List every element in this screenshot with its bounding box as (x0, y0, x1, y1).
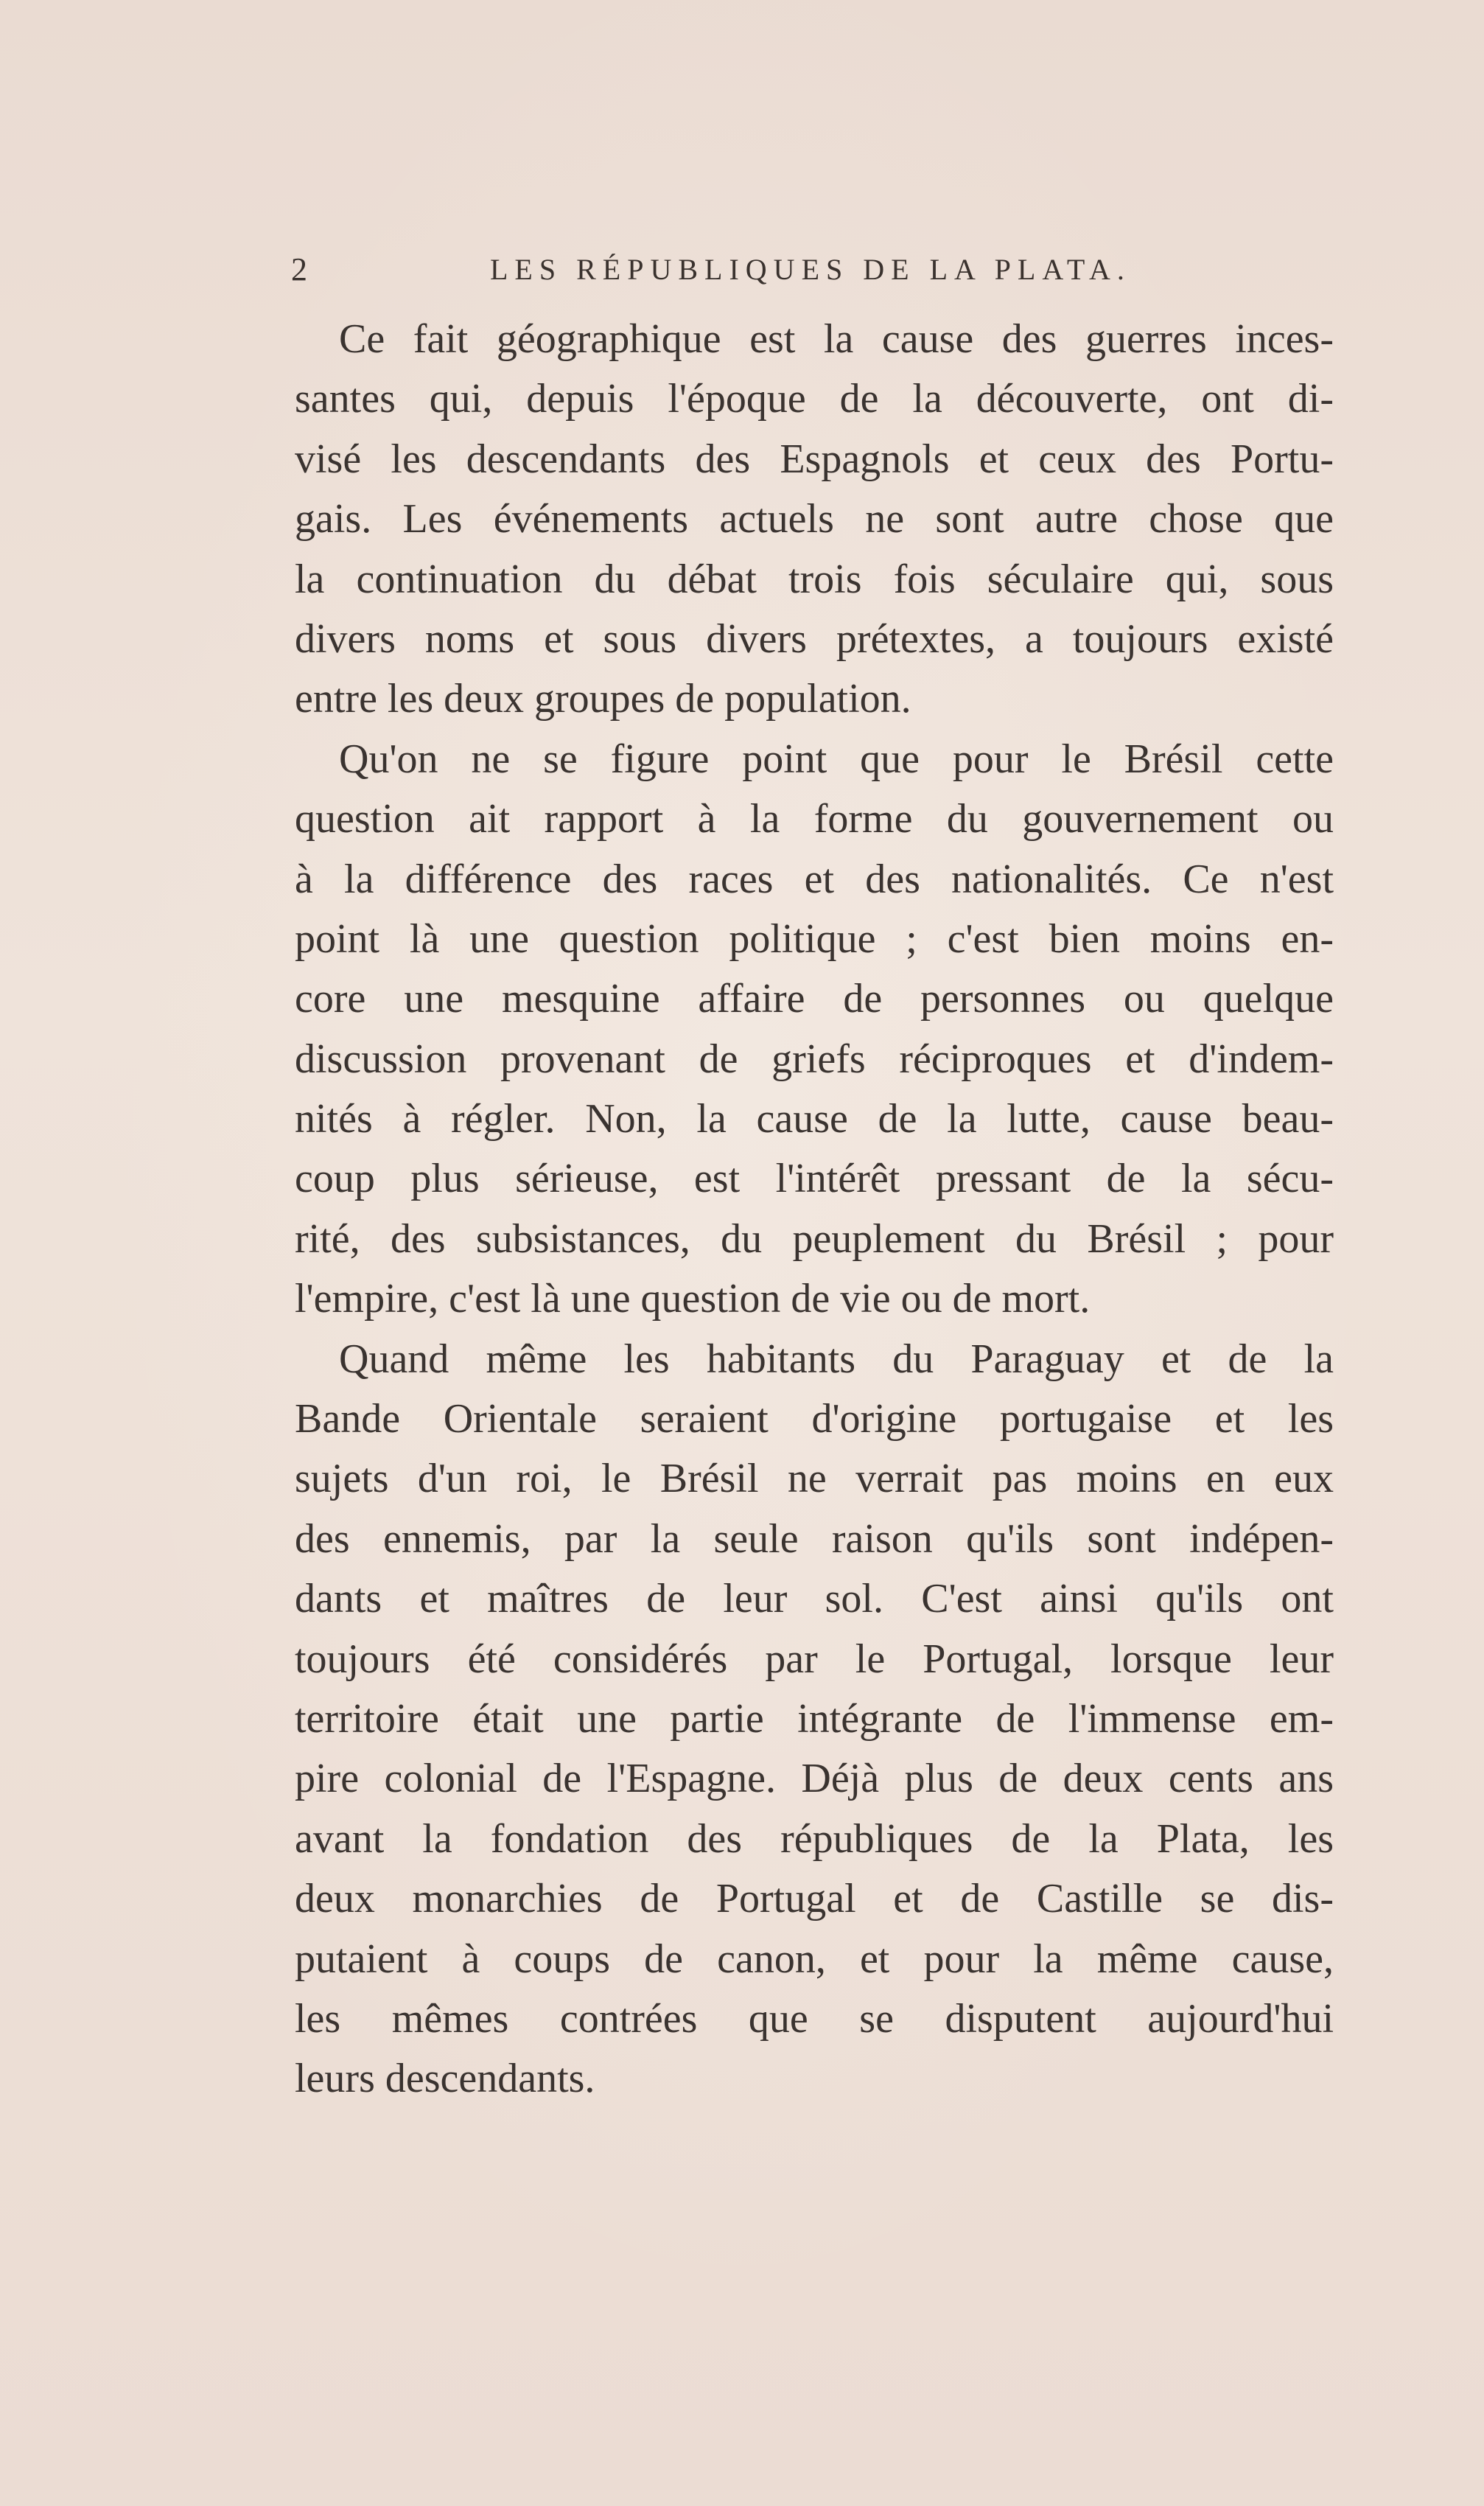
text-line: Quand même les habitants du Paraguay et de la (339, 1336, 1334, 1382)
text-line: santes qui, depuis l'époque de la découverte, ont di- (295, 376, 1334, 422)
text-line: visé les descendants des Espagnols et ceux des Portu- (295, 436, 1334, 482)
text-line: rité, des subsistances, du peuplement du Brésil ; pour (295, 1215, 1334, 1262)
text-line: sujets d'un roi, le Brésil ne verrait pas moins en eux (295, 1456, 1334, 1502)
text-line: Ce fait géographique est la cause des guerres inces- (339, 316, 1334, 362)
text-line: discussion provenant de griefs réciproques et d'indem- (295, 1036, 1334, 1082)
text-line: la continuation du débat trois fois séculaire qui, sous (295, 556, 1334, 602)
text-line: avant la fondation des républiques de la Plata, les (295, 1815, 1334, 1862)
text-line: deux monarchies de Portugal et de Castille se dis- (295, 1876, 1334, 1922)
text-line: territoire était une partie intégrante de l'immense em- (295, 1695, 1334, 1742)
text-line: à la différence des races et des nationalités. Ce n'est (295, 856, 1334, 902)
text-line: putaient à coups de canon, et pour la même cause, (295, 1936, 1334, 1982)
text-line: divers noms et sous divers prétextes, a toujours existé (295, 615, 1334, 662)
text-line: point là une question politique ; c'est bien moins en- (295, 915, 1334, 962)
text-line: core une mesquine affaire de personnes ou quelque (295, 976, 1334, 1022)
text-line: pire colonial de l'Espagne. Déjà plus de deux cents ans (295, 1756, 1334, 1802)
body-text (295, 310, 1334, 2109)
text-line: coup plus sérieuse, est l'intérêt pressant de la sécu- (295, 1156, 1334, 1202)
text-line: gais. Les événements actuels ne sont autre chose que (295, 496, 1334, 542)
text-line: Bande Orientale seraient d'origine portugaise et les (295, 1396, 1334, 1442)
page-number: 2 (291, 251, 307, 287)
text-line: leurs descendants. (295, 2056, 595, 2102)
text-line: Qu'on ne se figure point que pour le Brésil cette (339, 736, 1334, 782)
text-line: nités à régler. Non, la cause de la lutte, cause beau- (295, 1096, 1334, 1142)
text-line: entre les deux groupes de population. (295, 676, 911, 722)
running-title: LES RÉPUBLIQUES DE LA PLATA. (490, 253, 1131, 286)
text-line: des ennemis, par la seule raison qu'ils sont indépen- (295, 1515, 1334, 1562)
text-line: question ait rapport à la forme du gouvernement ou (295, 796, 1334, 842)
text-line: les mêmes contrées que se disputent aujourd'hui (295, 1995, 1334, 2042)
text-line: dants et maîtres de leur sol. C'est ainsi qu'ils ont (295, 1576, 1334, 1622)
text-line: toujours été considérés par le Portugal, lorsque leur (295, 1636, 1334, 1682)
text-line: l'empire, c'est là une question de vie ou de mort. (295, 1276, 1091, 1322)
page-header (291, 248, 1131, 292)
